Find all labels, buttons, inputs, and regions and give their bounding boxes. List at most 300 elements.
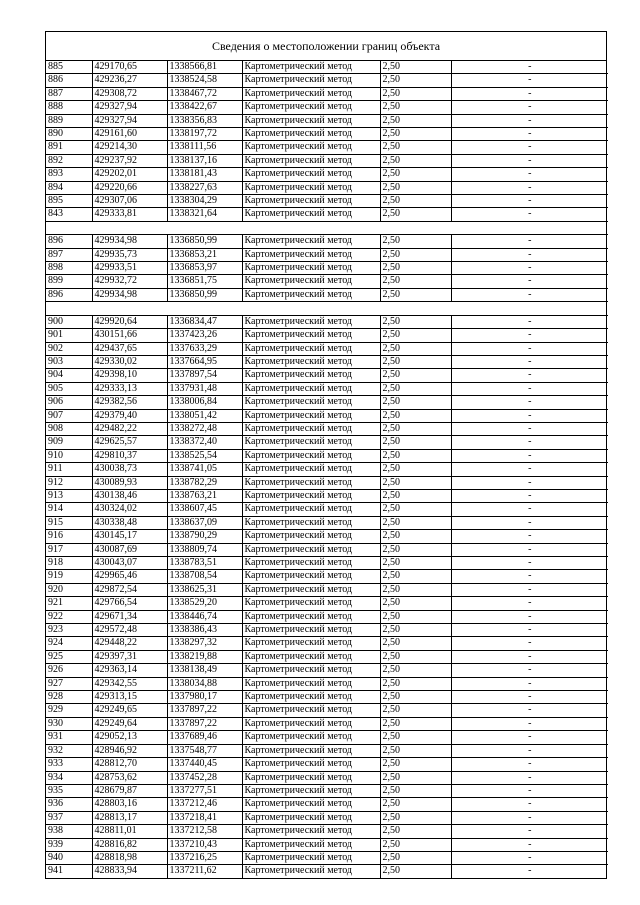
coordinate-x-cell: 429214,30 — [92, 141, 167, 154]
method-cell: Картометрический метод — [242, 476, 380, 489]
coordinate-y-cell: 1336850,99 — [167, 235, 242, 248]
accuracy-cell: 2,50 — [380, 128, 451, 141]
coordinate-y-cell: 1337980,17 — [167, 691, 242, 704]
coordinate-x-cell: 429313,15 — [92, 691, 167, 704]
description-cell: - — [451, 731, 608, 744]
coordinate-x-cell: 429398,10 — [92, 369, 167, 382]
table-row — [46, 664, 608, 677]
table-row — [46, 610, 608, 623]
coordinate-x-cell: 430151,66 — [92, 329, 167, 342]
accuracy-cell: 2,50 — [380, 436, 451, 449]
table-row — [46, 624, 608, 637]
table-row — [46, 208, 608, 221]
coordinates-table — [46, 61, 608, 878]
coordinate-y-cell: 1338304,29 — [167, 195, 242, 208]
accuracy-cell: 2,50 — [380, 168, 451, 181]
coordinate-y-cell: 1336850,99 — [167, 288, 242, 301]
accuracy-cell: 2,50 — [380, 691, 451, 704]
point-number-cell: 897 — [46, 248, 92, 261]
coordinate-x-cell: 430038,73 — [92, 463, 167, 476]
coordinate-y-cell: 1338782,29 — [167, 476, 242, 489]
method-cell: Картометрический метод — [242, 704, 380, 717]
point-number-cell: 917 — [46, 543, 92, 556]
description-cell: - — [451, 329, 608, 342]
table-row — [46, 838, 608, 851]
method-cell: Картометрический метод — [242, 141, 380, 154]
coordinate-x-cell: 430138,46 — [92, 489, 167, 502]
method-cell: Картометрический метод — [242, 382, 380, 395]
coordinate-y-cell: 1338386,43 — [167, 624, 242, 637]
coordinate-y-cell: 1338034,88 — [167, 677, 242, 690]
point-number-cell: 908 — [46, 422, 92, 435]
coordinate-x-cell: 430145,17 — [92, 530, 167, 543]
accuracy-cell: 2,50 — [380, 355, 451, 368]
accuracy-cell: 2,50 — [380, 557, 451, 570]
table-row — [46, 784, 608, 797]
table-row — [46, 543, 608, 556]
accuracy-cell: 2,50 — [380, 342, 451, 355]
description-cell: - — [451, 664, 608, 677]
coordinate-x-cell: 429308,72 — [92, 87, 167, 100]
method-cell: Картометрический метод — [242, 114, 380, 127]
description-cell: - — [451, 114, 608, 127]
description-cell: - — [451, 798, 608, 811]
accuracy-cell: 2,50 — [380, 597, 451, 610]
table-row — [46, 288, 608, 301]
point-number-cell: 937 — [46, 811, 92, 824]
description-cell: - — [451, 557, 608, 570]
coordinate-y-cell: 1338227,63 — [167, 181, 242, 194]
method-cell: Картометрический метод — [242, 369, 380, 382]
coordinate-x-cell: 429249,65 — [92, 704, 167, 717]
accuracy-cell: 2,50 — [380, 422, 451, 435]
table-row — [46, 865, 608, 878]
method-cell: Картометрический метод — [242, 181, 380, 194]
coordinate-y-cell: 1338524,58 — [167, 74, 242, 87]
accuracy-cell: 2,50 — [380, 516, 451, 529]
coordinate-x-cell: 429307,06 — [92, 195, 167, 208]
table-row — [46, 503, 608, 516]
coordinate-x-cell: 428833,94 — [92, 865, 167, 878]
description-cell: - — [451, 141, 608, 154]
accuracy-cell: 2,50 — [380, 489, 451, 502]
description-cell: - — [451, 771, 608, 784]
coordinate-x-cell: 428803,16 — [92, 798, 167, 811]
point-number-cell: 920 — [46, 583, 92, 596]
document-title: Сведения о местоположении границ объекта — [46, 32, 606, 61]
description-cell: - — [451, 704, 608, 717]
description-cell: - — [451, 744, 608, 757]
table-row — [46, 262, 608, 275]
coordinate-x-cell: 429572,48 — [92, 624, 167, 637]
coordinate-y-cell: 1337633,29 — [167, 342, 242, 355]
accuracy-cell: 2,50 — [380, 154, 451, 167]
method-cell: Картометрический метод — [242, 422, 380, 435]
table-row — [46, 717, 608, 730]
method-cell: Картометрический метод — [242, 731, 380, 744]
method-cell: Картометрический метод — [242, 530, 380, 543]
point-number-cell: 935 — [46, 784, 92, 797]
method-cell: Картометрический метод — [242, 717, 380, 730]
table-row — [46, 87, 608, 100]
method-cell: Картометрический метод — [242, 637, 380, 650]
coordinate-y-cell: 1337452,28 — [167, 771, 242, 784]
method-cell: Картометрический метод — [242, 758, 380, 771]
table-row — [46, 476, 608, 489]
coordinate-y-cell: 1337218,41 — [167, 811, 242, 824]
point-number-cell: 929 — [46, 704, 92, 717]
table-row — [46, 650, 608, 663]
accuracy-cell: 2,50 — [380, 208, 451, 221]
table-row — [46, 61, 608, 74]
method-cell: Картометрический метод — [242, 154, 380, 167]
accuracy-cell: 2,50 — [380, 476, 451, 489]
coordinate-y-cell: 1338006,84 — [167, 396, 242, 409]
accuracy-cell: 2,50 — [380, 610, 451, 623]
table-row — [46, 825, 608, 838]
description-cell: - — [451, 128, 608, 141]
coordinate-x-cell: 428812,70 — [92, 758, 167, 771]
accuracy-cell: 2,50 — [380, 409, 451, 422]
table-row — [46, 369, 608, 382]
table-row — [46, 181, 608, 194]
point-number-cell: 907 — [46, 409, 92, 422]
point-number-cell: 909 — [46, 436, 92, 449]
method-cell: Картометрический метод — [242, 624, 380, 637]
description-cell: - — [451, 650, 608, 663]
table-row — [46, 583, 608, 596]
table-row — [46, 101, 608, 114]
coordinate-y-cell: 1338625,31 — [167, 583, 242, 596]
point-number-cell: 903 — [46, 355, 92, 368]
point-number-cell: 902 — [46, 342, 92, 355]
coordinate-y-cell: 1338321,64 — [167, 208, 242, 221]
description-cell: - — [451, 61, 608, 74]
table-row — [46, 355, 608, 368]
coordinate-x-cell: 429810,37 — [92, 449, 167, 462]
table-row — [46, 731, 608, 744]
description-cell: - — [451, 168, 608, 181]
method-cell: Картометрический метод — [242, 168, 380, 181]
method-cell: Картометрический метод — [242, 557, 380, 570]
point-number-cell: 843 — [46, 208, 92, 221]
method-cell: Картометрический метод — [242, 275, 380, 288]
coordinate-y-cell: 1338422,67 — [167, 101, 242, 114]
description-cell: - — [451, 181, 608, 194]
method-cell: Картометрический метод — [242, 798, 380, 811]
description-cell: - — [451, 449, 608, 462]
point-number-cell: 934 — [46, 771, 92, 784]
table-row — [46, 396, 608, 409]
point-number-cell: 918 — [46, 557, 92, 570]
coordinate-x-cell: 429202,01 — [92, 168, 167, 181]
coordinate-y-cell: 1337689,46 — [167, 731, 242, 744]
table-row — [46, 744, 608, 757]
table-row — [46, 382, 608, 395]
method-cell: Картометрический метод — [242, 543, 380, 556]
coordinate-y-cell: 1337211,62 — [167, 865, 242, 878]
point-number-cell: 914 — [46, 503, 92, 516]
method-cell: Картометрический метод — [242, 195, 380, 208]
accuracy-cell: 2,50 — [380, 570, 451, 583]
accuracy-cell: 2,50 — [380, 262, 451, 275]
method-cell: Картометрический метод — [242, 396, 380, 409]
coordinate-x-cell: 429933,51 — [92, 262, 167, 275]
accuracy-cell: 2,50 — [380, 87, 451, 100]
point-number-cell: 911 — [46, 463, 92, 476]
description-cell: - — [451, 315, 608, 328]
coordinate-y-cell: 1338790,29 — [167, 530, 242, 543]
accuracy-cell: 2,50 — [380, 396, 451, 409]
description-cell: - — [451, 248, 608, 261]
coordinate-x-cell: 429625,57 — [92, 436, 167, 449]
description-cell: - — [451, 825, 608, 838]
description-cell: - — [451, 851, 608, 864]
point-number-cell: 901 — [46, 329, 92, 342]
method-cell: Картометрический метод — [242, 436, 380, 449]
accuracy-cell: 2,50 — [380, 811, 451, 824]
table-row — [46, 637, 608, 650]
point-number-cell: 900 — [46, 315, 92, 328]
coordinate-x-cell: 429333,81 — [92, 208, 167, 221]
point-number-cell: 940 — [46, 851, 92, 864]
coordinate-y-cell: 1337212,46 — [167, 798, 242, 811]
method-cell: Картометрический метод — [242, 865, 380, 878]
point-number-cell: 915 — [46, 516, 92, 529]
table-row — [46, 436, 608, 449]
description-cell: - — [451, 597, 608, 610]
description-cell: - — [451, 275, 608, 288]
accuracy-cell: 2,50 — [380, 141, 451, 154]
method-cell: Картометрический метод — [242, 570, 380, 583]
accuracy-cell: 2,50 — [380, 744, 451, 757]
coordinate-y-cell: 1337897,54 — [167, 369, 242, 382]
coordinate-x-cell: 429363,14 — [92, 664, 167, 677]
coordinate-x-cell: 429965,46 — [92, 570, 167, 583]
coordinate-x-cell: 428818,98 — [92, 851, 167, 864]
accuracy-cell: 2,50 — [380, 248, 451, 261]
accuracy-cell: 2,50 — [380, 530, 451, 543]
table-row — [46, 798, 608, 811]
description-cell: - — [451, 101, 608, 114]
coordinate-x-cell: 429935,73 — [92, 248, 167, 261]
coordinate-y-cell: 1338138,49 — [167, 664, 242, 677]
coordinate-y-cell: 1337931,48 — [167, 382, 242, 395]
point-number-cell: 899 — [46, 275, 92, 288]
table-row — [46, 677, 608, 690]
accuracy-cell: 2,50 — [380, 449, 451, 462]
coordinate-y-cell: 1336853,97 — [167, 262, 242, 275]
description-cell: - — [451, 208, 608, 221]
table-row — [46, 463, 608, 476]
point-number-cell: 932 — [46, 744, 92, 757]
table-row — [46, 516, 608, 529]
table-row — [46, 691, 608, 704]
coordinate-y-cell: 1338111,56 — [167, 141, 242, 154]
description-cell: - — [451, 396, 608, 409]
description-cell: - — [451, 503, 608, 516]
table-row — [46, 114, 608, 127]
table-row — [46, 141, 608, 154]
coordinate-y-cell: 1336851,75 — [167, 275, 242, 288]
point-number-cell: 928 — [46, 691, 92, 704]
table-row — [46, 409, 608, 422]
method-cell: Картометрический метод — [242, 87, 380, 100]
accuracy-cell: 2,50 — [380, 677, 451, 690]
table-row — [46, 851, 608, 864]
accuracy-cell: 2,50 — [380, 664, 451, 677]
coordinate-y-cell: 1338372,40 — [167, 436, 242, 449]
coordinate-x-cell: 429342,55 — [92, 677, 167, 690]
method-cell: Картометрический метод — [242, 744, 380, 757]
method-cell: Картометрический метод — [242, 825, 380, 838]
method-cell: Картометрический метод — [242, 101, 380, 114]
accuracy-cell: 2,50 — [380, 624, 451, 637]
method-cell: Картометрический метод — [242, 784, 380, 797]
coordinate-x-cell: 429237,92 — [92, 154, 167, 167]
description-cell: - — [451, 409, 608, 422]
method-cell: Картометрический метод — [242, 664, 380, 677]
accuracy-cell: 2,50 — [380, 543, 451, 556]
accuracy-cell: 2,50 — [380, 637, 451, 650]
point-number-cell: 893 — [46, 168, 92, 181]
coordinate-y-cell: 1338297,32 — [167, 637, 242, 650]
point-number-cell: 921 — [46, 597, 92, 610]
table-row — [46, 811, 608, 824]
coordinate-x-cell: 429382,56 — [92, 396, 167, 409]
point-number-cell: 896 — [46, 235, 92, 248]
coordinate-x-cell: 429932,72 — [92, 275, 167, 288]
accuracy-cell: 2,50 — [380, 865, 451, 878]
coordinate-y-cell: 1337664,95 — [167, 355, 242, 368]
group-separator-row — [46, 302, 608, 315]
point-number-cell: 926 — [46, 664, 92, 677]
coordinate-y-cell: 1338356,83 — [167, 114, 242, 127]
coordinate-x-cell: 429333,13 — [92, 382, 167, 395]
coordinate-y-cell: 1338446,74 — [167, 610, 242, 623]
point-number-cell: 922 — [46, 610, 92, 623]
description-cell: - — [451, 691, 608, 704]
point-number-cell: 886 — [46, 74, 92, 87]
method-cell: Картометрический метод — [242, 851, 380, 864]
point-number-cell: 916 — [46, 530, 92, 543]
accuracy-cell: 2,50 — [380, 838, 451, 851]
coordinate-x-cell: 428811,01 — [92, 825, 167, 838]
accuracy-cell: 2,50 — [380, 195, 451, 208]
coordinate-y-cell: 1338529,20 — [167, 597, 242, 610]
method-cell: Картометрический метод — [242, 449, 380, 462]
accuracy-cell: 2,50 — [380, 275, 451, 288]
accuracy-cell: 2,50 — [380, 731, 451, 744]
point-number-cell: 891 — [46, 141, 92, 154]
point-number-cell: 906 — [46, 396, 92, 409]
point-number-cell: 890 — [46, 128, 92, 141]
description-cell: - — [451, 436, 608, 449]
point-number-cell: 885 — [46, 61, 92, 74]
table-row — [46, 128, 608, 141]
accuracy-cell: 2,50 — [380, 784, 451, 797]
coordinate-x-cell: 429330,02 — [92, 355, 167, 368]
method-cell: Картометрический метод — [242, 235, 380, 248]
method-cell: Картометрический метод — [242, 811, 380, 824]
coordinate-x-cell: 429052,13 — [92, 731, 167, 744]
coordinate-x-cell: 428813,17 — [92, 811, 167, 824]
method-cell: Картометрический метод — [242, 128, 380, 141]
description-cell: - — [451, 195, 608, 208]
coordinate-y-cell: 1337440,45 — [167, 758, 242, 771]
table-row — [46, 449, 608, 462]
coordinate-x-cell: 429327,94 — [92, 114, 167, 127]
table-row — [46, 275, 608, 288]
coordinate-x-cell: 429327,94 — [92, 101, 167, 114]
description-cell: - — [451, 811, 608, 824]
method-cell: Картометрический метод — [242, 597, 380, 610]
point-number-cell: 931 — [46, 731, 92, 744]
method-cell: Картометрический метод — [242, 315, 380, 328]
accuracy-cell: 2,50 — [380, 369, 451, 382]
coordinate-y-cell: 1337216,25 — [167, 851, 242, 864]
point-number-cell: 887 — [46, 87, 92, 100]
description-cell: - — [451, 784, 608, 797]
coordinate-y-cell: 1338809,74 — [167, 543, 242, 556]
coordinate-x-cell: 429249,64 — [92, 717, 167, 730]
coordinate-x-cell: 429482,22 — [92, 422, 167, 435]
coordinate-x-cell: 429379,40 — [92, 409, 167, 422]
description-cell: - — [451, 624, 608, 637]
point-number-cell: 938 — [46, 825, 92, 838]
method-cell: Картометрический метод — [242, 516, 380, 529]
coordinate-x-cell: 429671,34 — [92, 610, 167, 623]
table-row — [46, 771, 608, 784]
point-number-cell: 905 — [46, 382, 92, 395]
point-number-cell: 896 — [46, 288, 92, 301]
table-row — [46, 195, 608, 208]
table-row — [46, 422, 608, 435]
description-cell: - — [451, 422, 608, 435]
description-cell: - — [451, 355, 608, 368]
description-cell: - — [451, 489, 608, 502]
coordinate-y-cell: 1338467,72 — [167, 87, 242, 100]
description-cell: - — [451, 235, 608, 248]
description-cell: - — [451, 516, 608, 529]
coordinate-x-cell: 429872,54 — [92, 583, 167, 596]
coordinate-x-cell: 429170,65 — [92, 61, 167, 74]
coordinate-x-cell: 429766,54 — [92, 597, 167, 610]
coordinate-y-cell: 1337277,51 — [167, 784, 242, 797]
accuracy-cell: 2,50 — [380, 798, 451, 811]
coordinate-y-cell: 1338219,88 — [167, 650, 242, 663]
description-cell: - — [451, 288, 608, 301]
accuracy-cell: 2,50 — [380, 114, 451, 127]
accuracy-cell: 2,50 — [380, 181, 451, 194]
accuracy-cell: 2,50 — [380, 717, 451, 730]
coordinate-y-cell: 1337210,43 — [167, 838, 242, 851]
coordinate-x-cell: 429934,98 — [92, 288, 167, 301]
point-number-cell: 888 — [46, 101, 92, 114]
point-number-cell: 904 — [46, 369, 92, 382]
coordinate-x-cell: 430324,02 — [92, 503, 167, 516]
coordinates-table-body — [46, 61, 608, 878]
coordinate-y-cell: 1336834,47 — [167, 315, 242, 328]
coordinate-x-cell: 429920,64 — [92, 315, 167, 328]
accuracy-cell: 2,50 — [380, 61, 451, 74]
method-cell: Картометрический метод — [242, 677, 380, 690]
coordinate-x-cell: 429934,98 — [92, 235, 167, 248]
point-number-cell: 933 — [46, 758, 92, 771]
coordinate-x-cell: 429220,66 — [92, 181, 167, 194]
method-cell: Картометрический метод — [242, 838, 380, 851]
description-cell: - — [451, 262, 608, 275]
